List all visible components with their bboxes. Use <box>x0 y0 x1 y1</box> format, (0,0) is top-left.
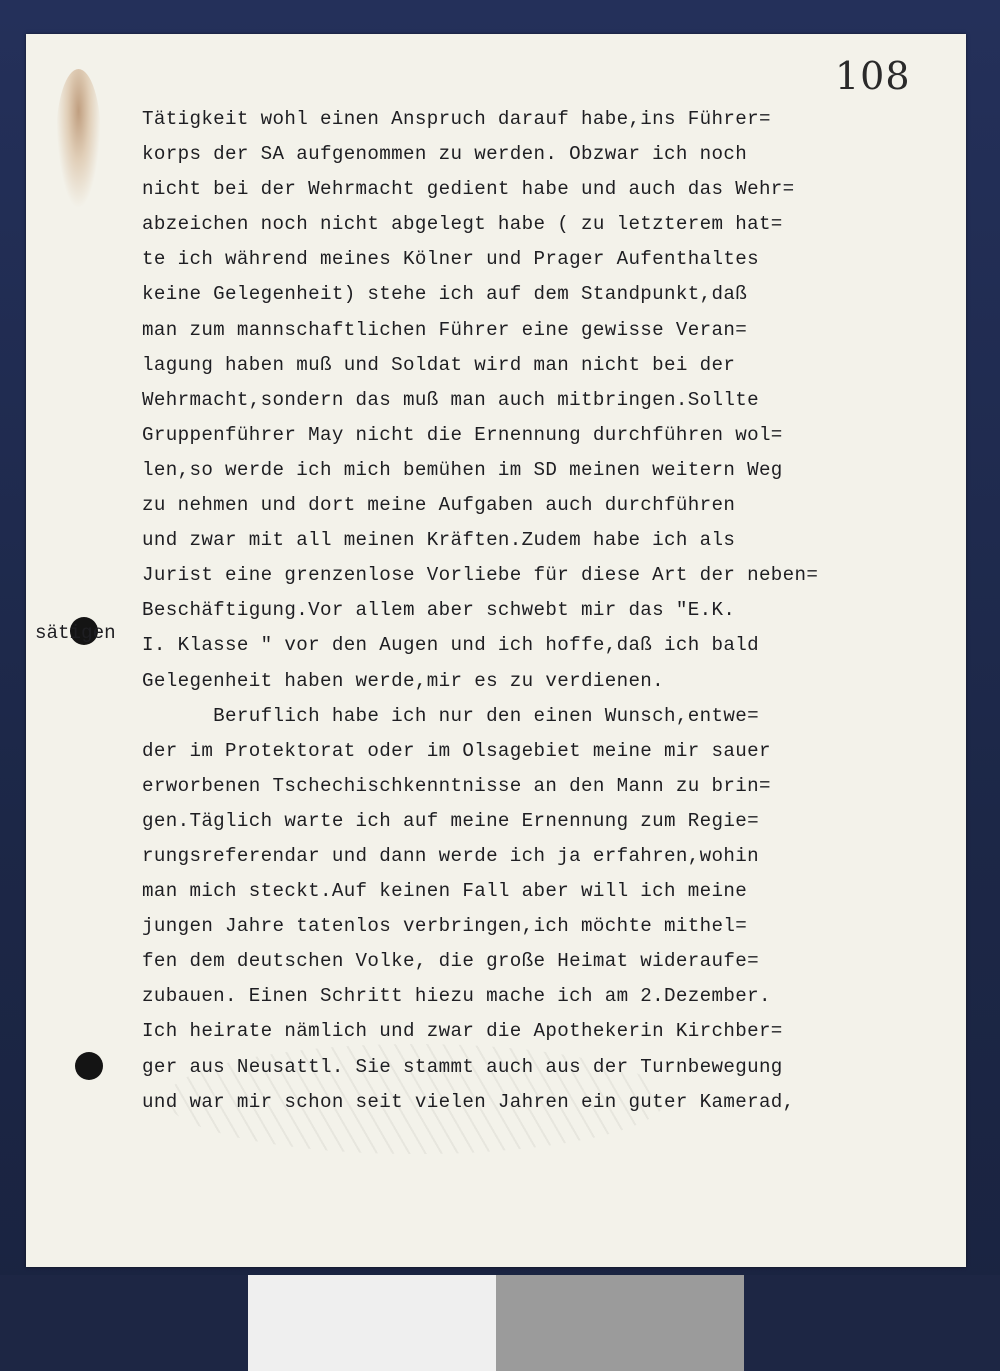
text-line: und zwar mit all meinen Kräften.Zudem habe ich als <box>142 529 736 552</box>
text-line: ger aus Neusattl. Sie stammt auch aus der Turnbewegung <box>142 1055 783 1078</box>
text-line: jungen Jahre tatenlos verbringen,ich möchte mithel= <box>142 915 748 938</box>
text-line: man mich steckt.Auf keinen Fall aber will ich meine <box>142 880 748 903</box>
page-number: 108 <box>835 54 911 98</box>
typed-body-text <box>142 102 942 1120</box>
scan-strip-dark-right <box>744 1275 1000 1371</box>
text-line: keine Gelegenheit) stehe ich auf dem Standpunkt,daß <box>142 283 748 306</box>
text-line: te ich während meines Kölner und Prager Aufenthaltes <box>142 248 759 271</box>
margin-note: sätigen <box>35 622 116 644</box>
text-line: lagung haben muß und Soldat wird man nicht bei der <box>142 353 736 376</box>
text-line: gen.Täglich warte ich auf meine Ernennung zum Regie= <box>142 809 759 832</box>
punch-hole-bottom <box>75 1052 103 1080</box>
text-line: zu nehmen und dort meine Aufgaben auch durchführen <box>142 494 736 517</box>
text-line: korps der SA aufgenommen zu werden. Obzwar ich noch <box>142 143 748 166</box>
text-line: man zum mannschaftlichen Führer eine gewisse Veran= <box>142 318 748 341</box>
text-line: Jurist eine grenzenlose Vorliebe für diese Art der neben= <box>142 564 819 587</box>
text-line: Beruflich habe ich nur den einen Wunsch,entwe= <box>142 704 759 727</box>
text-line: abzeichen noch nicht abgelegt habe ( zu letzterem hat= <box>142 213 783 236</box>
text-line: Gelegenheit haben werde,mir es zu verdienen. <box>142 669 665 692</box>
text-line: fen dem deutschen Volke, die große Heimat wideraufe= <box>142 950 759 973</box>
text-line: Beschäftigung.Vor allem aber schwebt mir das "E.K. <box>142 599 736 622</box>
text-line: Gruppenführer May nicht die Ernennung durchführen wol= <box>142 423 783 446</box>
text-line: nicht bei der Wehrmacht gedient habe und auch das Wehr= <box>142 178 795 201</box>
scan-strip-gray <box>496 1275 744 1371</box>
scan-strip-white <box>248 1275 496 1371</box>
text-line: zubauen. Einen Schritt hiezu mache ich am 2.Dezember. <box>142 985 771 1008</box>
text-line: Wehrmacht,sondern das muß man auch mitbringen.Sollte <box>142 388 759 411</box>
text-line: Ich heirate nämlich und zwar die Apothekerin Kirchber= <box>142 1020 783 1043</box>
text-line: Tätigkeit wohl einen Anspruch darauf habe,ins Führer= <box>142 108 771 130</box>
text-line: len,so werde ich mich bemühen im SD meinen weitern Weg <box>142 458 783 481</box>
text-line: rungsreferendar und dann werde ich ja erfahren,wohin <box>142 844 759 867</box>
text-line: I. Klasse " vor den Augen und ich hoffe,daß ich bald <box>142 634 759 657</box>
scan-strip-dark-left <box>0 1275 248 1371</box>
text-line: und war mir schon seit vielen Jahren ein guter Kamerad, <box>142 1090 795 1113</box>
text-line: erworbenen Tschechischkenntnisse an den Mann zu brin= <box>142 774 771 797</box>
text-line: der im Protektorat oder im Olsagebiet meine mir sauer <box>142 739 771 762</box>
